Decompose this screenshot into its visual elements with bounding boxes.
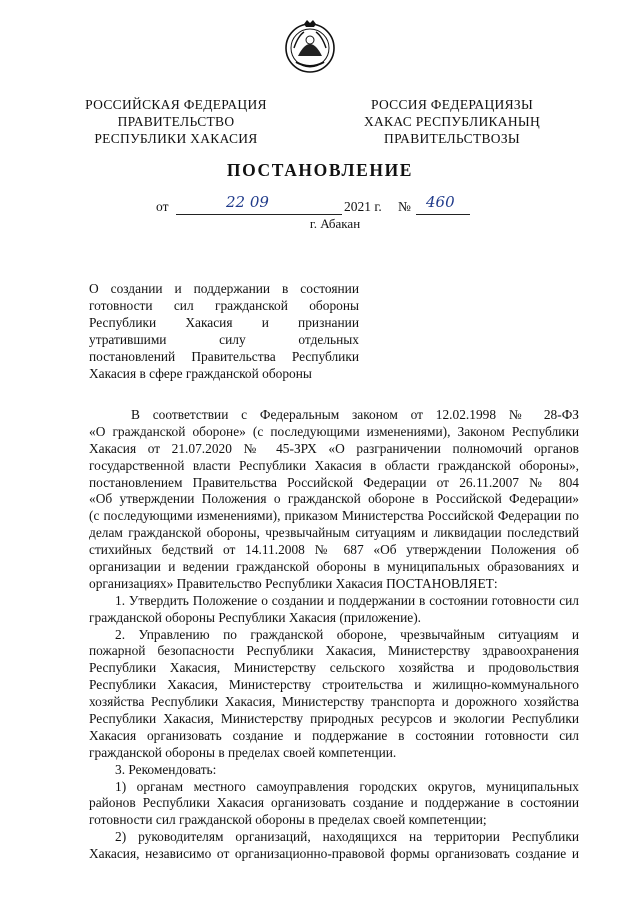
header-right-line: РОССИЯ ФЕДЕРАЦИЯЗЫ [370,97,534,112]
date-year: 2021 г. [344,199,382,214]
body-line: Хакасия, независимо от организационно-правовой формы организовать создание и [89,846,579,862]
body-line: гражданской обороны Республики Хакасия (приложение). [89,609,422,625]
body-line: организациях» Правительство Республики Хакасия ПОСТАНОВЛЯЕТ: [89,575,498,591]
body-line: государственной власти Республики Хакасия в области гражданской обороны», [89,457,579,473]
header-right-line: ХАКАС РЕСПУБЛИКАНЫҢ [363,114,541,129]
body-line: (с последующими изменениями), приказом Министерства Российской Федерации по [89,508,579,524]
body-line: Хакасия от 21.07.2020 № 45-ЗРХ «О разграничении полномочий органов [89,440,579,456]
subject-block [89,280,359,382]
body-line: 1) органам местного самоуправления городских округов, муниципальных [115,778,579,794]
body-line: «Об утверждении Положения о гражданской обороне в Российской Федерации» [89,491,579,507]
body-line: В соответствии с Федеральным законом от 12.02.1998 № 28-ФЗ [131,407,579,422]
body-line: 2. Управлению по гражданской обороне, чрезвычайным ситуациям и [115,626,579,642]
subject-line: О создании и поддержании в состоянии [89,281,359,296]
header-left-line: РОССИЙСКАЯ ФЕДЕРАЦИЯ [85,97,267,112]
header-left-block [76,96,276,147]
body-line: постановлением Правительства Российской Федерации от 26.11.2007 № 804 [89,474,579,490]
body-line: районов Республики Хакасия организовать создание и поддержание в состоянии [89,795,579,811]
body-line: гражданской обороны в пределах своей компетенции. [89,744,397,760]
date-number-line [148,193,488,218]
header-right-line: ПРАВИТЕЛЬСТВОЗЫ [384,131,520,146]
date-prefix: от [156,199,169,214]
handwritten-number: 460 [426,193,455,211]
document-body [89,407,579,863]
subject-line: постановлений Правительства Республики [89,349,359,364]
body-line: «О гражданской обороне» (с последующими изменениями), Законом Республики [89,423,579,439]
subject-line: Республики Хакасия и признании [89,315,359,330]
body-line: организации и ведении гражданской обороны в муниципальных образованиях и [89,559,579,575]
header-right-block [352,96,552,147]
handwritten-date: 22 09 [226,193,269,211]
body-line: Республики Хакасия, Министерству сельского хозяйства и продовольствия [89,660,579,676]
body-line: делам гражданской обороны, чрезвычайным ситуациям и ликвидации последствий [89,525,579,541]
body-line: Хакасия организовать создание и поддержание в состоянии готовности сил [89,727,579,743]
date-underline [176,214,342,215]
body-line: Республики Хакасия, Министерству природных ресурсов и экологии Республики [89,711,579,727]
number-underline [416,214,470,215]
body-line: хозяйства Республики Хакасия, Министерству транспорта и дорожного хозяйства [89,694,579,710]
subject-line: утратившими силу отдельных [89,332,359,347]
body-line: готовности сил гражданской обороны в пределах своей компетенции; [89,812,487,828]
coat-of-arms-emblem [284,18,336,74]
document-title: ПОСТАНОВЛЕНИЕ [226,160,414,180]
body-line: 1. Утвердить Положение о создании и поддержании в состоянии готовности сил [115,592,579,608]
subject-line: готовности сил гражданской обороны [89,298,359,313]
body-line: 2) руководителям организаций, находящихся на территории Республики [115,829,579,845]
subject-line: Хакасия в сфере гражданской обороны [89,366,312,381]
body-line: пожарной безопасности Республики Хакасия, Министерству здравоохранения [89,643,579,659]
body-line: стихийных бедствий от 14.11.2008 № 687 «Об утверждении Положения об [89,542,579,558]
city-name: г. Абакан [309,216,361,231]
body-line: Республики Хакасия, Министерству строительства и жилищно-коммунального [89,677,579,693]
number-sign: № [398,199,411,214]
header-left-line: ПРАВИТЕЛЬСТВО [117,114,235,129]
body-line: 3. Рекомендовать: [115,761,217,777]
header-left-line: РЕСПУБЛИКИ ХАКАСИЯ [94,131,258,146]
